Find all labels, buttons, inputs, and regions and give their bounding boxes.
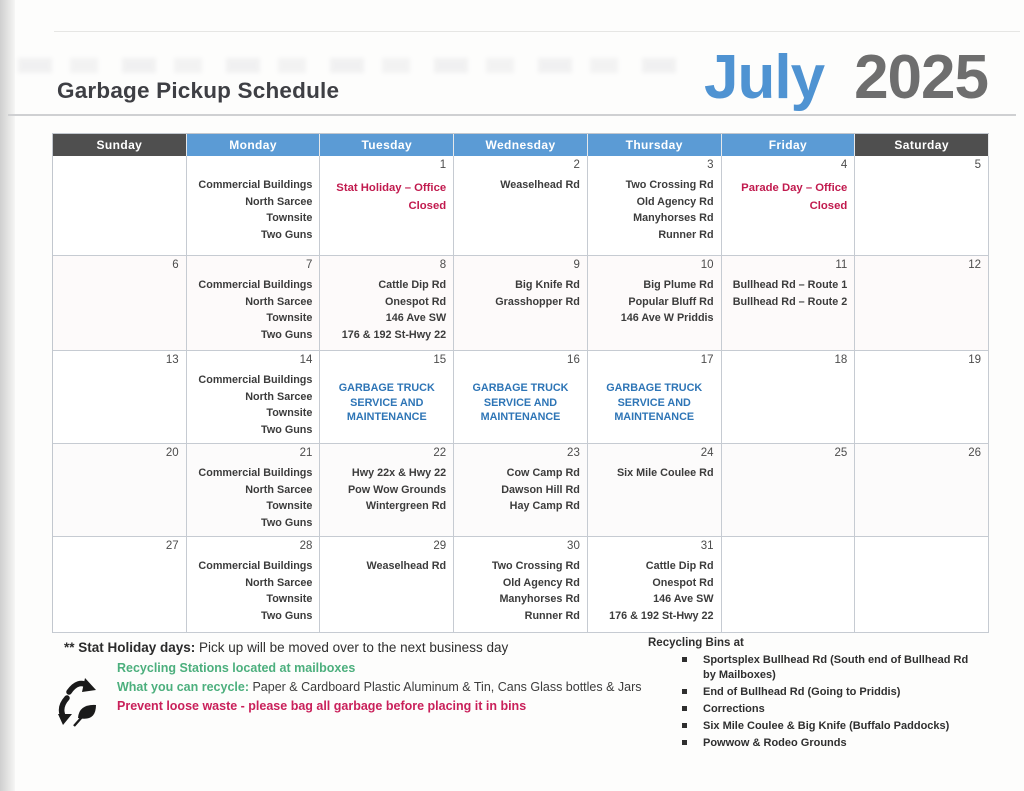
cell-entry: Hay Camp Rd xyxy=(509,500,580,512)
recycling-bin-item-text: Powwow & Rodeo Grounds xyxy=(703,736,847,749)
calendar-table xyxy=(52,133,989,633)
cell-date: 8 xyxy=(439,259,447,271)
cell-date: 14 xyxy=(299,354,313,366)
recycling-stations-note: Recycling Stations located at mailboxes xyxy=(117,661,356,675)
cell-entry: North Sarcee xyxy=(245,390,313,403)
what-you-can-recycle-text: Paper & Cardboard Plastic Aluminum & Tin, Cans Glass bottles & Jars xyxy=(249,680,642,694)
cell-entry: Commercial Buildings xyxy=(198,467,313,479)
recycling-bin-item xyxy=(648,702,983,717)
cell-entries xyxy=(595,558,714,624)
square-bullet-icon xyxy=(682,740,687,745)
cell-entry: Townsite xyxy=(266,212,313,224)
calendar-cell xyxy=(722,156,856,256)
recycling-bin-item-text: Six Mile Coulee & Big Knife (Buffalo Paddocks) xyxy=(703,719,950,732)
calendar-cell xyxy=(320,537,454,633)
cell-date xyxy=(862,540,981,555)
calendar-cell xyxy=(320,156,454,256)
cell-entries xyxy=(461,177,580,194)
page-title: Garbage Pickup Schedule xyxy=(57,78,340,103)
cell-entries xyxy=(461,381,580,425)
cell-entry: Two Guns xyxy=(261,328,313,341)
day-header-sunday: Sunday xyxy=(53,134,187,156)
cell-entry: Cow Camp Rd xyxy=(506,467,580,479)
what-you-can-recycle-note xyxy=(117,680,664,694)
square-bullet-icon xyxy=(682,706,687,711)
calendar-cell xyxy=(588,156,722,256)
cell-entry: Commercial Buildings xyxy=(198,374,313,386)
calendar-cell xyxy=(454,256,588,351)
recycling-bins-section xyxy=(648,637,983,753)
square-bullet-icon xyxy=(682,657,687,662)
cell-entry: SERVICE AND xyxy=(617,396,691,409)
calendar-cell xyxy=(53,156,187,256)
cell-date: 29 xyxy=(433,540,447,552)
cell-entry: 176 & 192 St-Hwy 22 xyxy=(609,609,714,622)
cell-entry: Townsite xyxy=(266,500,313,512)
cell-entry: GARBAGE TRUCK xyxy=(338,382,435,394)
cell-entry: MAINTENANCE xyxy=(614,411,695,423)
cell-date: 23 xyxy=(567,447,580,459)
cell-entry: Bullhead Rd – Route 1 xyxy=(732,279,848,291)
bleed-through-ghost-text xyxy=(18,58,678,73)
cell-date: 20 xyxy=(165,447,179,459)
stat-holiday-note xyxy=(64,640,664,655)
cell-entry: Pow Wow Grounds xyxy=(347,483,447,496)
calendar-cell xyxy=(187,256,321,351)
cell-date: 4 xyxy=(840,159,848,171)
cell-entries xyxy=(729,277,848,310)
cell-date: 9 xyxy=(573,259,580,271)
day-header-saturday: Saturday xyxy=(855,134,989,156)
cell-entry: Popular Bluff Rd xyxy=(628,295,714,308)
cell-entries xyxy=(327,277,446,343)
cell-date: 7 xyxy=(306,259,313,271)
cell-date: 11 xyxy=(835,259,848,271)
cell-entry: Weaselhead Rd xyxy=(366,560,447,572)
cell-date: 18 xyxy=(834,354,848,366)
calendar-cell xyxy=(454,444,588,537)
calendar-week-row xyxy=(53,351,989,444)
calendar-cell xyxy=(187,156,321,256)
calendar-header-row xyxy=(53,134,989,156)
scan-top-line xyxy=(54,31,1020,32)
day-header-monday: Monday xyxy=(187,134,321,156)
prevent-loose-waste-note: Prevent loose waste - please bag all garbage before placing it in bins xyxy=(117,699,527,713)
cell-date: 26 xyxy=(968,447,981,459)
cell-date: 15 xyxy=(433,354,447,366)
cell-entry: North Sarcee xyxy=(245,483,313,496)
cell-entries xyxy=(461,465,580,515)
cell-entries xyxy=(327,558,446,575)
cell-date xyxy=(194,159,313,174)
calendar-cell xyxy=(855,256,989,351)
title-divider xyxy=(8,114,1016,116)
cell-date: 24 xyxy=(700,447,714,459)
cell-date: 30 xyxy=(567,540,580,552)
cell-entries xyxy=(327,465,446,515)
cell-entry: Townsite xyxy=(266,593,313,605)
cell-entry: Parade Day – Office Closed xyxy=(741,182,848,212)
recycling-bin-item-text: Corrections xyxy=(703,702,765,715)
calendar-cell xyxy=(320,444,454,537)
day-header-thursday: Thursday xyxy=(588,134,722,156)
cell-date: 3 xyxy=(707,159,714,171)
cell-entry: Big Knife Rd xyxy=(515,279,580,291)
cell-date xyxy=(60,159,179,174)
day-header-friday: Friday xyxy=(722,134,856,156)
cell-entries xyxy=(194,465,313,531)
cell-entries xyxy=(194,277,313,343)
recycling-bin-item xyxy=(648,736,983,751)
cell-entries xyxy=(194,177,313,243)
cell-date: 22 xyxy=(433,447,447,459)
cell-date: 21 xyxy=(299,447,313,459)
calendar-week-row xyxy=(53,537,989,633)
cell-entry: 146 Ave W Priddis xyxy=(620,312,714,324)
recycling-notes xyxy=(117,661,664,713)
calendar-cell xyxy=(588,537,722,633)
calendar-cell xyxy=(187,351,321,444)
calendar-cell xyxy=(855,537,989,633)
cell-entry: Townsite xyxy=(266,312,313,324)
calendar-cell xyxy=(588,256,722,351)
cell-entry: MAINTENANCE xyxy=(480,411,561,423)
calendar-cell xyxy=(588,444,722,537)
cell-entries xyxy=(461,558,580,624)
cell-entry: Six Mile Coulee Rd xyxy=(616,467,714,479)
cell-entry: Cattle Dip Rd xyxy=(378,279,447,291)
calendar-cell xyxy=(53,256,187,351)
cell-date: 28 xyxy=(299,540,313,552)
cell-entry: Two Guns xyxy=(261,516,313,529)
cell-entry: Bullhead Rd – Route 2 xyxy=(732,295,848,308)
recycling-bins-heading: Recycling Bins at xyxy=(648,637,744,649)
cell-date: 6 xyxy=(172,259,179,271)
calendar-cell xyxy=(588,351,722,444)
calendar-week-row xyxy=(53,444,989,537)
what-you-can-recycle-label: What you can recycle: xyxy=(117,680,249,694)
cell-date xyxy=(729,540,848,555)
cell-date: 25 xyxy=(834,447,848,459)
cell-entries xyxy=(327,381,446,425)
cell-date: 12 xyxy=(968,259,981,271)
calendar-cell xyxy=(53,444,187,537)
cell-date: 10 xyxy=(700,259,714,271)
calendar-cell xyxy=(855,351,989,444)
calendar-week-row xyxy=(53,256,989,351)
cell-entry: Runner Rd xyxy=(524,609,580,622)
cell-date: 5 xyxy=(974,159,981,171)
cell-entry: North Sarcee xyxy=(245,195,313,208)
calendar-cell xyxy=(855,444,989,537)
calendar-cell xyxy=(53,537,187,633)
cell-entry: Manyhorses Rd xyxy=(633,212,714,224)
recycling-bins-list xyxy=(648,653,983,750)
cell-entries xyxy=(595,465,714,482)
calendar-cell xyxy=(855,156,989,256)
scan-edge-left xyxy=(0,0,15,791)
cell-entry: Commercial Buildings xyxy=(198,179,313,191)
cell-entry: Commercial Buildings xyxy=(198,279,313,291)
calendar-cell xyxy=(722,256,856,351)
cell-entry: Townsite xyxy=(266,407,313,419)
square-bullet-icon xyxy=(682,689,687,694)
cell-entry: North Sarcee xyxy=(245,295,313,308)
cell-entry: GARBAGE TRUCK xyxy=(472,382,569,394)
cell-entry: GARBAGE TRUCK xyxy=(606,382,703,394)
cell-entry: SERVICE AND xyxy=(483,396,558,409)
cell-entries xyxy=(595,177,714,243)
calendar-cell xyxy=(53,351,187,444)
cell-entry: North Sarcee xyxy=(245,576,313,589)
cell-entry: MAINTENANCE xyxy=(346,411,427,423)
cell-entry: 176 & 192 St-Hwy 22 xyxy=(341,328,447,341)
cell-entry: Two Guns xyxy=(261,228,313,241)
calendar-cell xyxy=(454,156,588,256)
cell-entry: Big Plume Rd xyxy=(643,279,714,291)
recycling-bin-item xyxy=(648,653,983,682)
cell-entry: Two Crossing Rd xyxy=(625,179,714,191)
calendar-cell xyxy=(320,351,454,444)
cell-entry: Wintergreen Rd xyxy=(365,500,447,512)
cell-entry: Two Guns xyxy=(261,609,313,622)
cell-entry: Runner Rd xyxy=(658,228,714,241)
day-header-wednesday: Wednesday xyxy=(454,134,588,156)
cell-entry: Weaselhead Rd xyxy=(500,179,580,191)
calendar-cell xyxy=(722,444,856,537)
cell-entries xyxy=(194,558,313,624)
recycling-bin-item xyxy=(648,685,983,700)
recycling-bin-item xyxy=(648,719,983,734)
cell-entry: Manyhorses Rd xyxy=(499,593,580,605)
cell-entry: 146 Ave SW xyxy=(653,593,714,605)
footnotes xyxy=(64,640,664,718)
calendar-cell xyxy=(454,537,588,633)
day-header-tuesday: Tuesday xyxy=(320,134,454,156)
cell-entry: Hwy 22x & Hwy 22 xyxy=(351,467,447,479)
month-year xyxy=(704,42,988,113)
cell-entries xyxy=(595,381,714,425)
calendar-week-row xyxy=(53,156,989,256)
cell-entry: Onespot Rd xyxy=(384,295,447,308)
cell-entry: Dawson Hill Rd xyxy=(501,483,580,496)
cell-entry: Old Agency Rd xyxy=(502,576,580,589)
cell-date: 2 xyxy=(573,159,580,171)
cell-entry: Onespot Rd xyxy=(652,576,714,589)
cell-entry: Two Guns xyxy=(261,423,313,436)
cell-entry: Two Crossing Rd xyxy=(491,560,580,572)
cell-date: 13 xyxy=(165,354,179,366)
calendar-cell xyxy=(187,444,321,537)
cell-entry: SERVICE AND xyxy=(350,396,424,409)
cell-entry: Stat Holiday – Office Closed xyxy=(336,182,447,212)
year-label: 2025 xyxy=(854,43,988,112)
calendar-cell xyxy=(722,537,856,633)
calendar-cell xyxy=(187,537,321,633)
square-bullet-icon xyxy=(682,723,687,728)
cell-entry: Old Agency Rd xyxy=(636,195,714,208)
calendar-cell xyxy=(320,256,454,351)
cell-date: 17 xyxy=(700,354,714,366)
cell-entry: 146 Ave SW xyxy=(385,312,447,324)
cell-date: 27 xyxy=(165,540,179,552)
recycling-bin-item-text: End of Bullhead Rd (Going to Priddis) xyxy=(703,685,901,698)
cell-entries xyxy=(194,372,313,438)
stat-holiday-note-label: ** Stat Holiday days: xyxy=(64,640,196,655)
stat-holiday-note-text: Pick up will be moved over to the next business day xyxy=(195,640,509,655)
cell-entries xyxy=(595,277,714,327)
month-label: July xyxy=(704,43,825,112)
cell-date: 31 xyxy=(700,540,714,552)
cell-entry: Cattle Dip Rd xyxy=(645,560,714,572)
recycling-bin-item-text: Sportsplex Bullhead Rd (South end of Bullhead Rd by Mailboxes) xyxy=(703,654,969,681)
calendar-cell xyxy=(454,351,588,444)
cell-entries xyxy=(729,180,848,215)
cell-date: 19 xyxy=(968,354,981,366)
cell-entries xyxy=(461,277,580,310)
calendar-cell xyxy=(722,351,856,444)
cell-date: 16 xyxy=(567,354,580,366)
cell-entry: Grasshopper Rd xyxy=(495,295,580,308)
cell-entry: Commercial Buildings xyxy=(198,560,313,572)
cell-entries xyxy=(327,180,446,215)
cell-date: 1 xyxy=(439,159,447,171)
